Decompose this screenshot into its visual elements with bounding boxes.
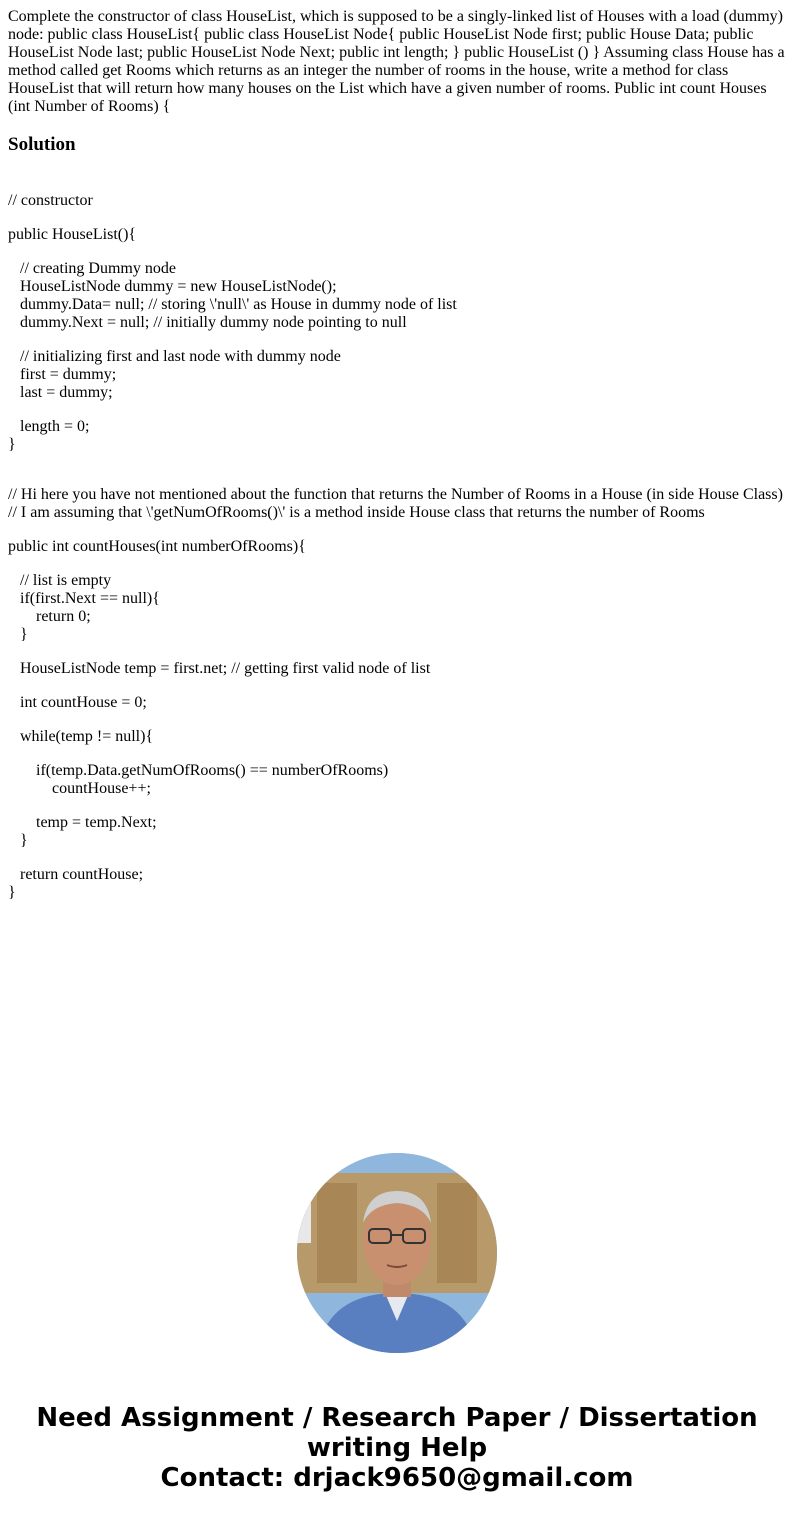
code-line: temp = temp.Next; [8,814,157,831]
code-line: return 0; [8,608,91,625]
code-line [8,850,794,866]
code-line: last = dummy; [8,384,113,401]
question-text: Complete the constructor of class HouseList, which is supposed to be a singly-linked list of Houses with a load (dummy) node: public class HouseList{ public class HouseList Node{ public HouseList Node first; public House Data; public HouseList Node last; public HouseList Node Next; public int length; } public HouseList () } Assuming class House has a method called get Rooms which returns as an integer the number of rooms in the house, write a method for class HouseList that will return how many houses on the List which have a given number of rooms. Public int count Houses (int Number of Rooms) { [8,8,785,115]
code-line [8,402,794,418]
code-line [8,470,794,486]
solution-code [8,192,794,902]
code-line [8,746,794,762]
footer-line-3: Contact: drjack9650@gmail.com [160,1463,634,1493]
author-photo [297,1153,497,1353]
code-line: } [8,436,16,453]
code-line [8,556,794,572]
code-line [8,210,794,226]
code-line: HouseListNode dummy = new HouseListNode(); [8,278,337,295]
code-line [8,644,794,660]
code-line: } [8,626,28,643]
code-line [8,712,794,728]
code-line: // constructor [8,192,93,209]
solution-heading: Solution [8,134,76,155]
code-line: countHouse++; [8,780,151,797]
footer-line-1: Need Assignment / Research Paper / Dissertation [36,1403,758,1433]
code-line: // creating Dummy node [8,260,176,277]
code-line: } [8,884,16,901]
footer-contact [0,1403,794,1493]
code-line: first = dummy; [8,366,117,383]
code-line: public int countHouses(int numberOfRooms){ [8,538,306,555]
code-line [8,454,794,470]
code-line: HouseListNode temp = first.net; // getting first valid node of list [8,660,431,677]
code-line: // initializing first and last node with dummy node [8,348,341,365]
code-line: while(temp != null){ [8,728,154,745]
code-line: // I am assuming that \'getNumOfRooms()\' is a method inside House class that returns the number of Rooms [8,504,705,521]
code-line: public HouseList(){ [8,226,137,243]
code-line: int countHouse = 0; [8,694,147,711]
code-line [8,332,794,348]
code-line: dummy.Data= null; // storing \'null\' as House in dummy node of list [8,296,457,313]
code-line [8,522,794,538]
code-line: dummy.Next = null; // initially dummy node pointing to null [8,314,407,331]
code-line: if(first.Next == null){ [8,590,160,607]
code-line [8,244,794,260]
code-line: // list is empty [8,572,112,589]
code-line: // Hi here you have not mentioned about the function that returns the Number of Rooms in a House (in side House Class) [8,486,783,503]
code-line: if(temp.Data.getNumOfRooms() == numberOfRooms) [8,762,389,779]
code-line: } [8,832,28,849]
code-line [8,798,794,814]
code-line: return countHouse; [8,866,144,883]
footer-line-2: writing Help [306,1433,488,1463]
code-line [8,678,794,694]
code-line: length = 0; [8,418,90,435]
